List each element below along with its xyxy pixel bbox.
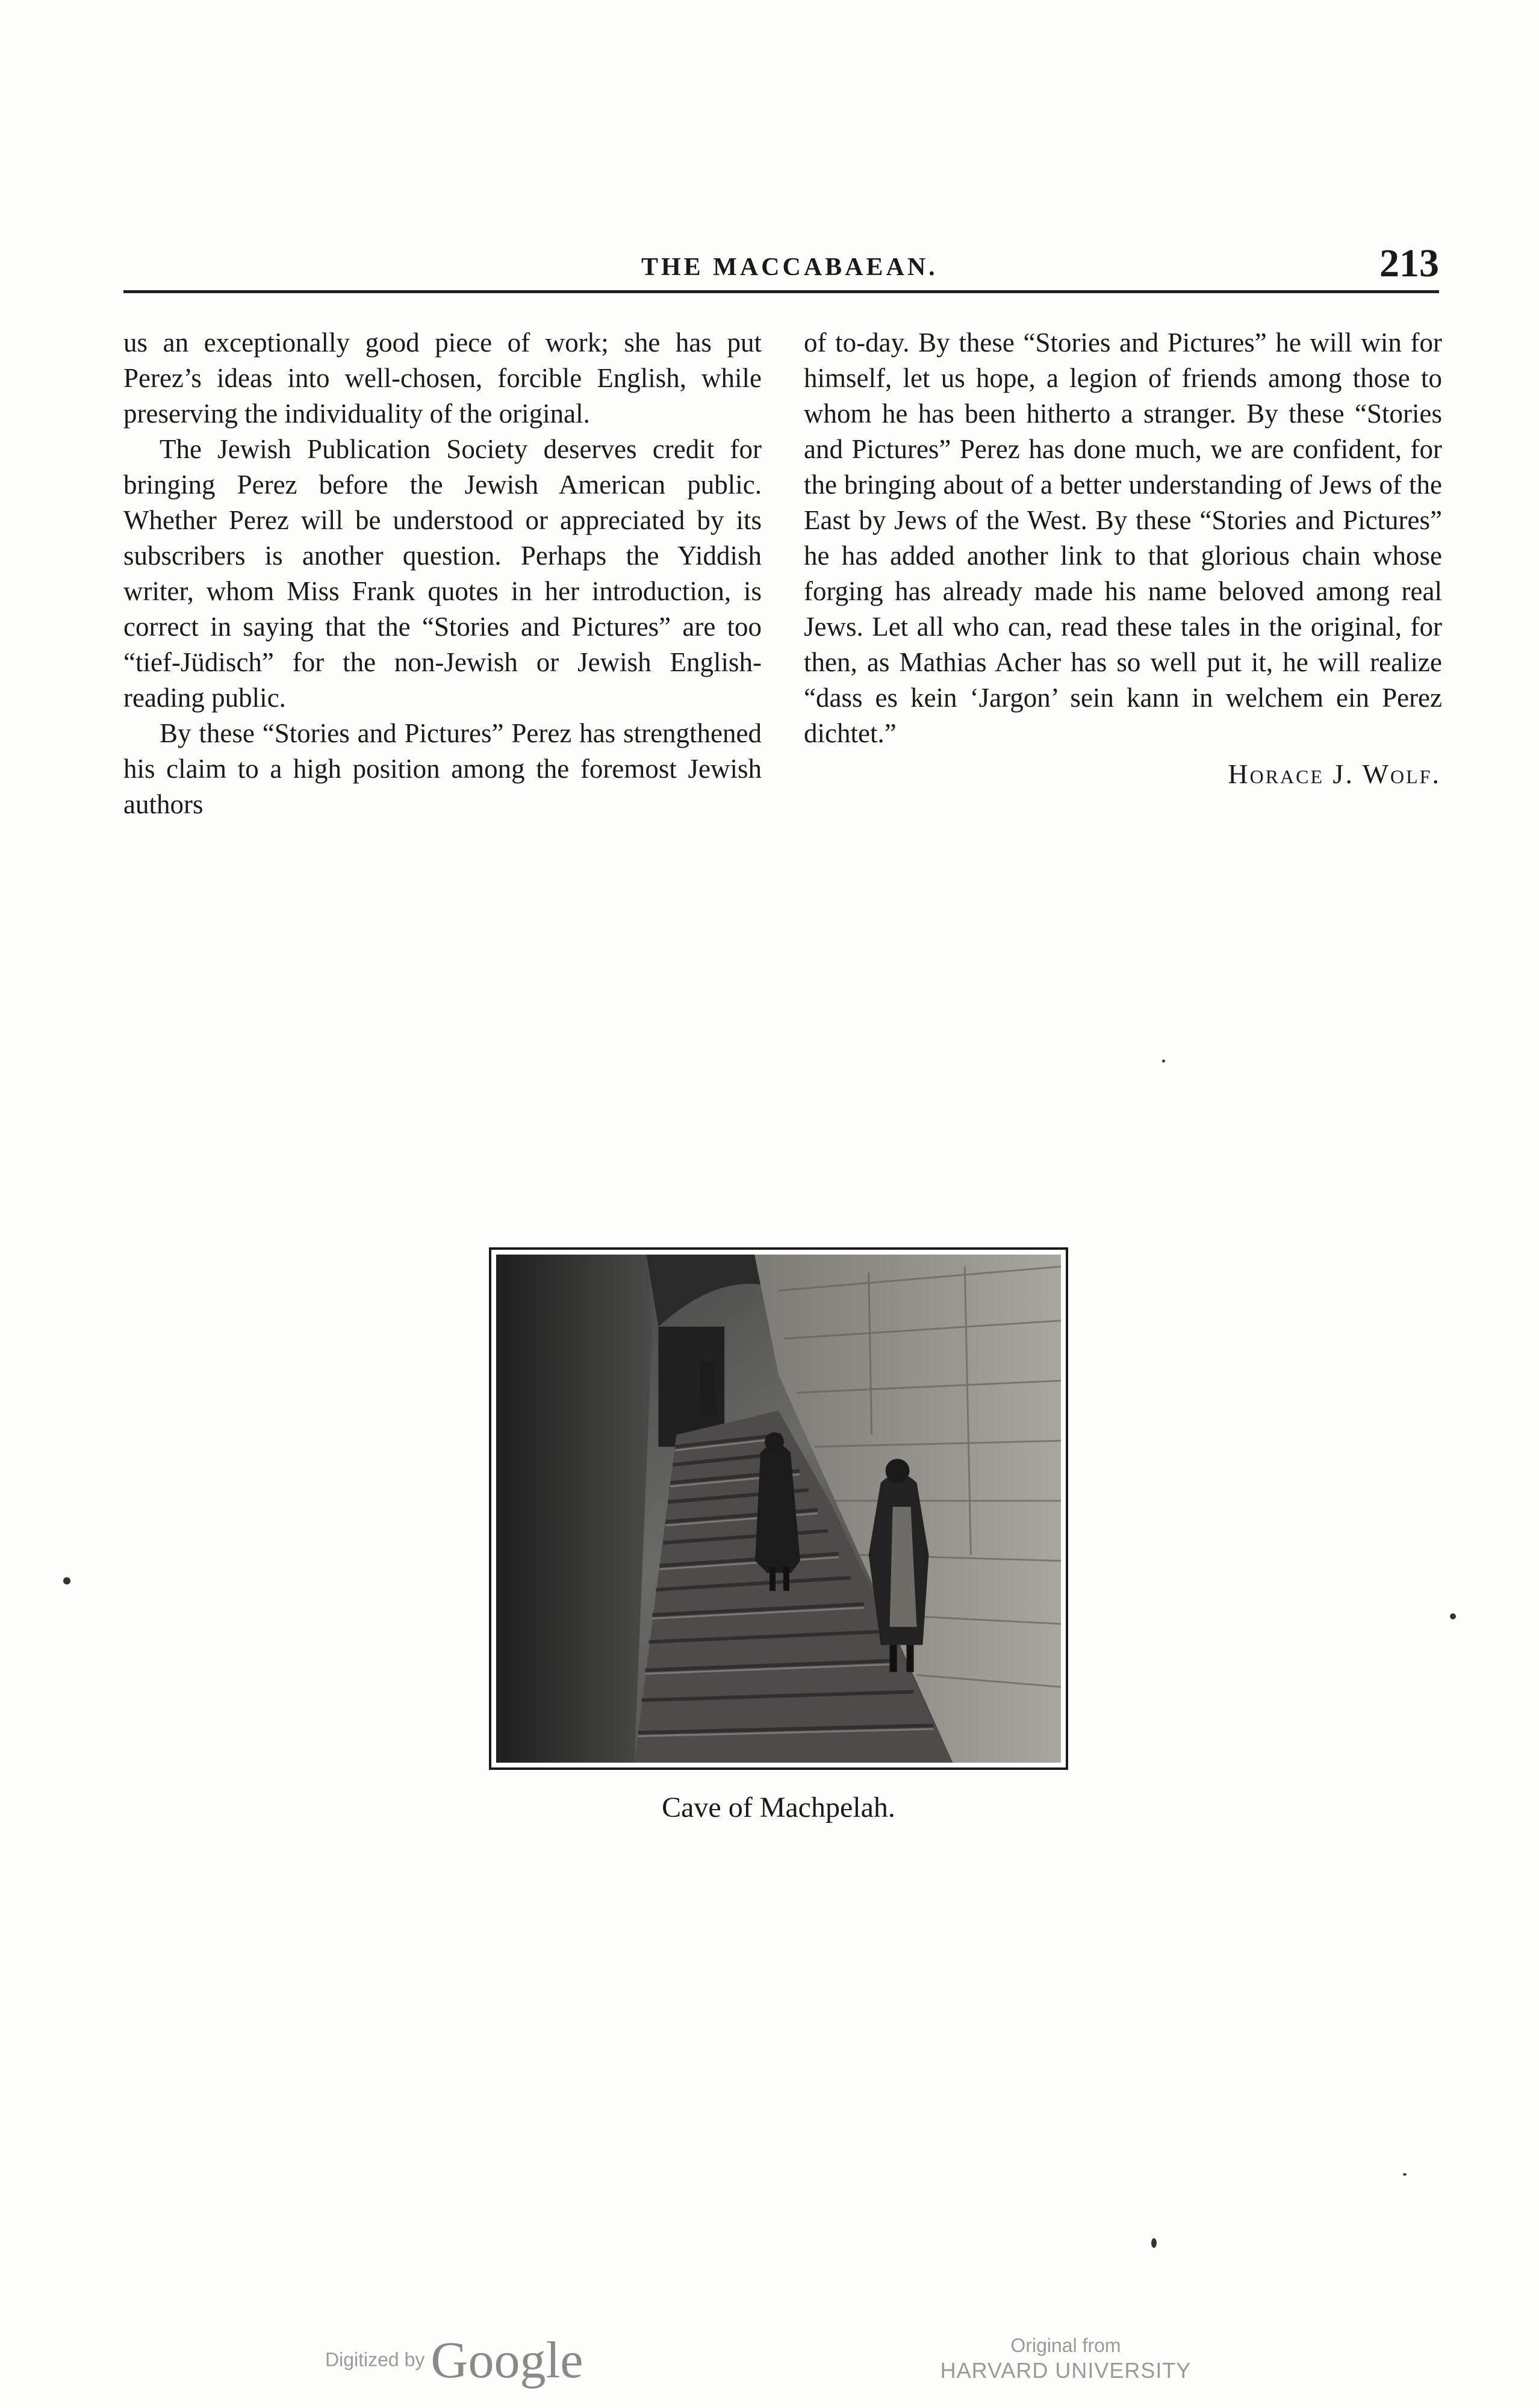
paragraph-1: us an exceptionally good piece of work; she has put Perez’s ideas into well-chosen, forcible English, while preserving the individuality of the original. (123, 327, 762, 429)
institution-label: HARVARD UNIVERSITY (940, 2358, 1192, 2383)
journal-title: THE MACCABAEAN. (641, 253, 938, 281)
figure-caption: Cave of Machpelah. (662, 1792, 895, 1823)
photograph (489, 1247, 1068, 1770)
scan-speck (1162, 1060, 1165, 1063)
header-rule (123, 290, 1439, 293)
original-from-label: Original from (1010, 2335, 1121, 2356)
paragraph-2: The Jewish Publication Society deserves credit for bringing Perez before the Jewish American public. Whether Perez will be understood or appreciated by its subscribers is another question. Perhaps the Yiddish writer, whom Miss Frank quotes in her introduction, is correct in saying that the “Stories and Pictures” are too “tief-Jüdisch” for the non-Jewish or Jewish English-reading public. (123, 434, 762, 713)
digitized-by-label: Digitized by (325, 2348, 425, 2371)
page-number: 213 (1379, 241, 1439, 285)
scan-speck (63, 1577, 70, 1584)
left-column (123, 325, 762, 822)
google-logo: Google (431, 2331, 583, 2389)
running-header (123, 241, 1439, 295)
right-column (804, 325, 1442, 792)
digitized-by-watermark (325, 2330, 583, 2389)
staircase-photo (496, 1255, 1061, 1763)
scan-speck (1151, 2238, 1157, 2248)
scan-speck (1403, 2173, 1407, 2176)
paragraph-4: of to-day. By these “Stories and Pictures” he will win for himself, let us hope, a legion of friends among those to whom he has been hitherto a stranger. By these “Stories and Pictures” Perez has done much, we are confident, for the bringing about of a better understanding of Jews of the East by Jews of the West. By these “Stories and Pictures” he has added another link to that glorious chain whose forging has already made his name beloved among real Jews. Let all who can, read these tales in the original, for then, as Mathias Acher has so well put it, he will realize “dass es kein ‘Jargon’ sein kann in welchem ein Perez dichtet.” (804, 327, 1442, 748)
author-signature: Horace J. Wolf. (1228, 759, 1441, 789)
scan-speck (1450, 1613, 1456, 1619)
original-from-watermark (939, 2333, 1192, 2384)
paragraph-3: By these “Stories and Pictures” Perez has strengthened his claim to a high position among the foremost Jewish authors (123, 718, 762, 819)
